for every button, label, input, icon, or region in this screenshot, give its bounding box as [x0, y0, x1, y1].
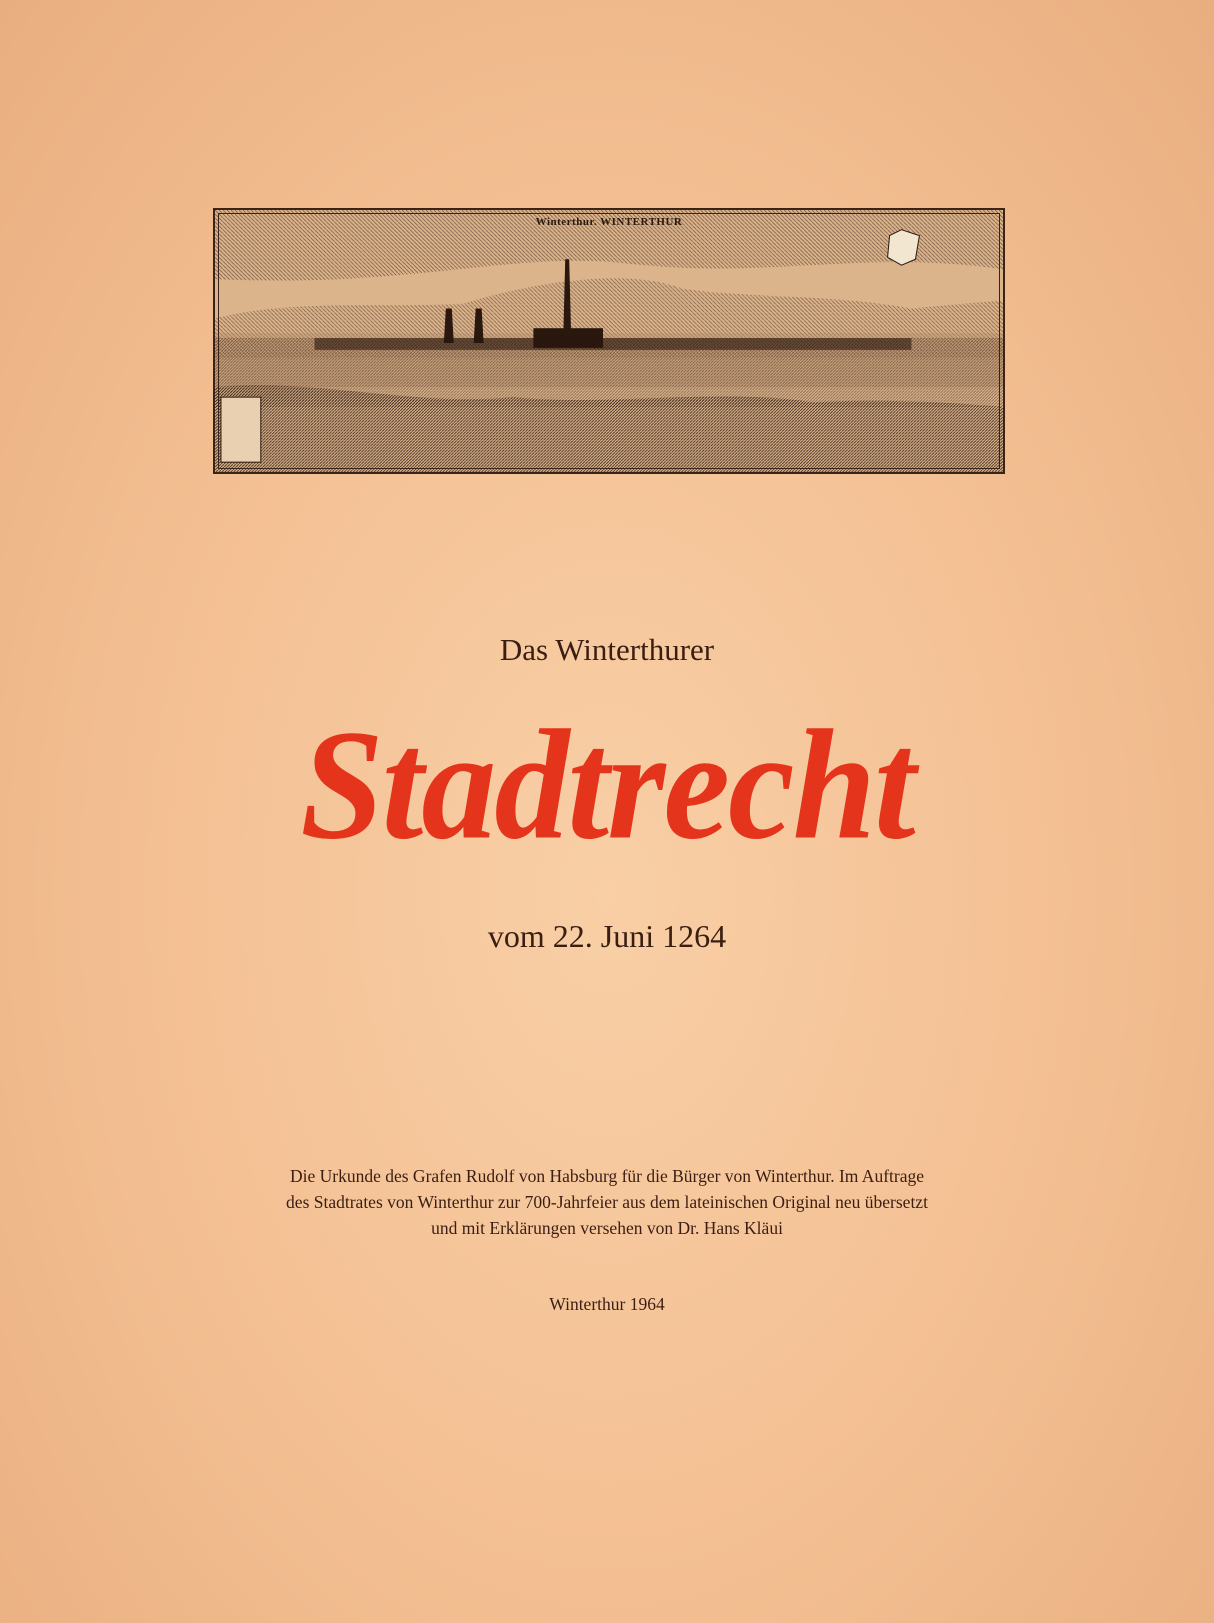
imprint: Winterthur 1964	[549, 1294, 665, 1314]
description-line: Die Urkunde des Grafen Rudolf von Habsburg für die Bürger von Winterthur. Im Auftrage	[289, 1166, 925, 1186]
description-line: und mit Erklärungen versehen von Dr. Hans Kläui	[431, 1218, 783, 1238]
engraving-landscape	[215, 210, 1003, 472]
pretitle: Das Winterthurer	[499, 632, 715, 667]
description-line: des Stadtrates von Winterthur zur 700-Jahrfeier aus dem lateinischen Original neu übersetzt	[286, 1192, 928, 1212]
main-title: Stadtrecht	[300, 697, 914, 873]
description	[0, 1163, 1214, 1241]
engraving-caption: Winterthur. WINTERTHUR	[535, 216, 683, 228]
town-view-engraving	[213, 208, 1005, 474]
date-line: vom 22. Juni 1264	[487, 918, 727, 954]
